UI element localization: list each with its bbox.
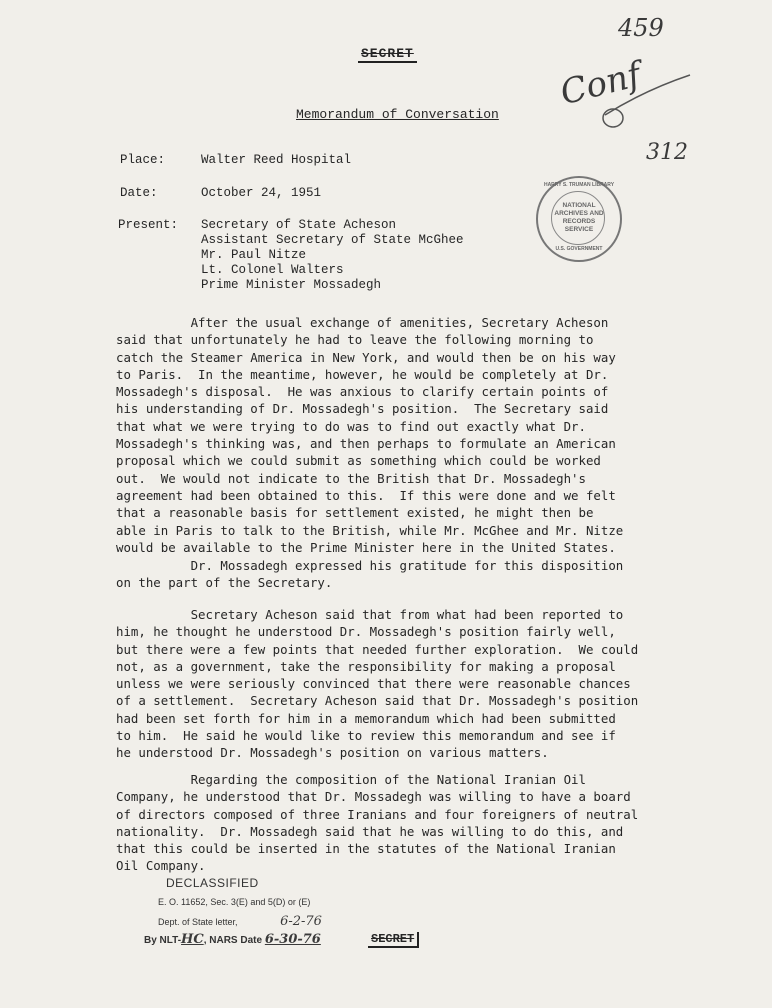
archive-stamp	[536, 176, 622, 262]
dept-letter-date: 6-2-76	[280, 914, 322, 929]
classification-marking-bottom: SECRET	[368, 932, 419, 948]
stamp-text: ARCHIVES AND	[554, 210, 604, 217]
stamp-text: RECORDS	[562, 218, 596, 225]
body-paragraph: Dr. Mossadegh expressed his gratitude for this disposition on the part of the Secretary.	[116, 558, 624, 591]
attendee-name: Mr. Paul Nitze	[201, 248, 307, 262]
dept-letter-label: Dept. of State letter,	[158, 917, 238, 927]
declassified-authority: E. O. 11652, Sec. 3(E) and 5(D) or (E)	[158, 897, 311, 907]
nlt-label: By NLT-	[144, 935, 182, 946]
declassified-stamp-title: DECLASSIFIED	[166, 876, 259, 890]
document-title: Memorandum of Conversation	[296, 107, 499, 122]
handwritten-conf-note: Conf	[556, 54, 645, 114]
place-value: Walter Reed Hospital	[201, 153, 352, 167]
nars-date: 6-30-76	[264, 932, 321, 947]
present-list	[201, 218, 464, 293]
handwritten-slash-mark	[595, 70, 695, 130]
attendee-name: Assistant Secretary of State McGhee	[201, 233, 464, 247]
date-label: Date:	[120, 186, 158, 200]
attendee-name: Lt. Colonel Walters	[201, 263, 344, 277]
present-label: Present:	[118, 218, 179, 232]
stamp-text-top: HARRY S. TRUMAN LIBRARY	[543, 182, 615, 188]
place-label: Place:	[120, 153, 166, 167]
body-paragraph: Secretary Acheson said that from what had been reported to him, he thought he understood Dr. Mossadegh's position fairly well, but there were a few points that needed further exploration. We could not, as a government, take the responsibility for making a proposal unless we were seriously convinced that there were reasonable chances of a settlement. Secretary Acheson said that Dr. Mossadegh's position had been set forth for him in a memorandum which had been submitted to him. He said he would like to review this memorandum and see if he understood Dr. Mossadegh's position on various matters.	[116, 607, 639, 761]
stamp-text: NATIONAL	[562, 202, 596, 209]
handwritten-page-number: 459	[618, 14, 664, 42]
attendee-name: Secretary of State Acheson	[201, 218, 397, 232]
nars-date-label: , NARS Date	[203, 935, 263, 946]
handwritten-reference-number: 312	[646, 140, 688, 165]
body-paragraph: Regarding the composition of the National Iranian Oil Company, he understood that Dr. Mossadegh was willing to have a board of directors composed of three Iranians and four foreigners of neutral nationality. Dr. Mossadegh said that he was willing to do this, and that this could be inserted in the statutes of the National Iranian Oil Company.	[116, 772, 639, 874]
declassified-nars-line	[144, 932, 321, 947]
stamp-text-bottom: U.S. GOVERNMENT	[555, 246, 603, 252]
attendee-name: Prime Minister Mossadegh	[201, 278, 382, 292]
stamp-text: SERVICE	[564, 226, 594, 233]
nlt-initials: HC	[181, 932, 204, 947]
body-paragraph: After the usual exchange of amenities, Secretary Acheson said that unfortunately he had to leave the following morning to catch the Steamer America in New York, and would then be on his way to Paris. In the meantime, however, he would be completely at Dr. Mossadegh's disposal. He was anxious to clarify certain points of his understanding of Dr. Mossadegh's position. The Secretary said that what we were trying to do was to find out exactly what Dr. Mossadegh's thinking was, and then perhaps to formulate an American proposal which we could submit as something which could be worked out. We would not indicate to the British that Dr. Mossadegh's agreement had been obtained to this. If this were done and we felt that a reasonable basis for settlement existed, he might then be able in Paris to talk to the British, while Mr. McGhee and Mr. Nitze would be available to the Prime Minister here in the United States.	[116, 315, 624, 555]
classification-marking-top: SECRET	[358, 46, 417, 63]
declassified-dept-letter	[158, 914, 322, 929]
date-value: October 24, 1951	[201, 186, 322, 200]
